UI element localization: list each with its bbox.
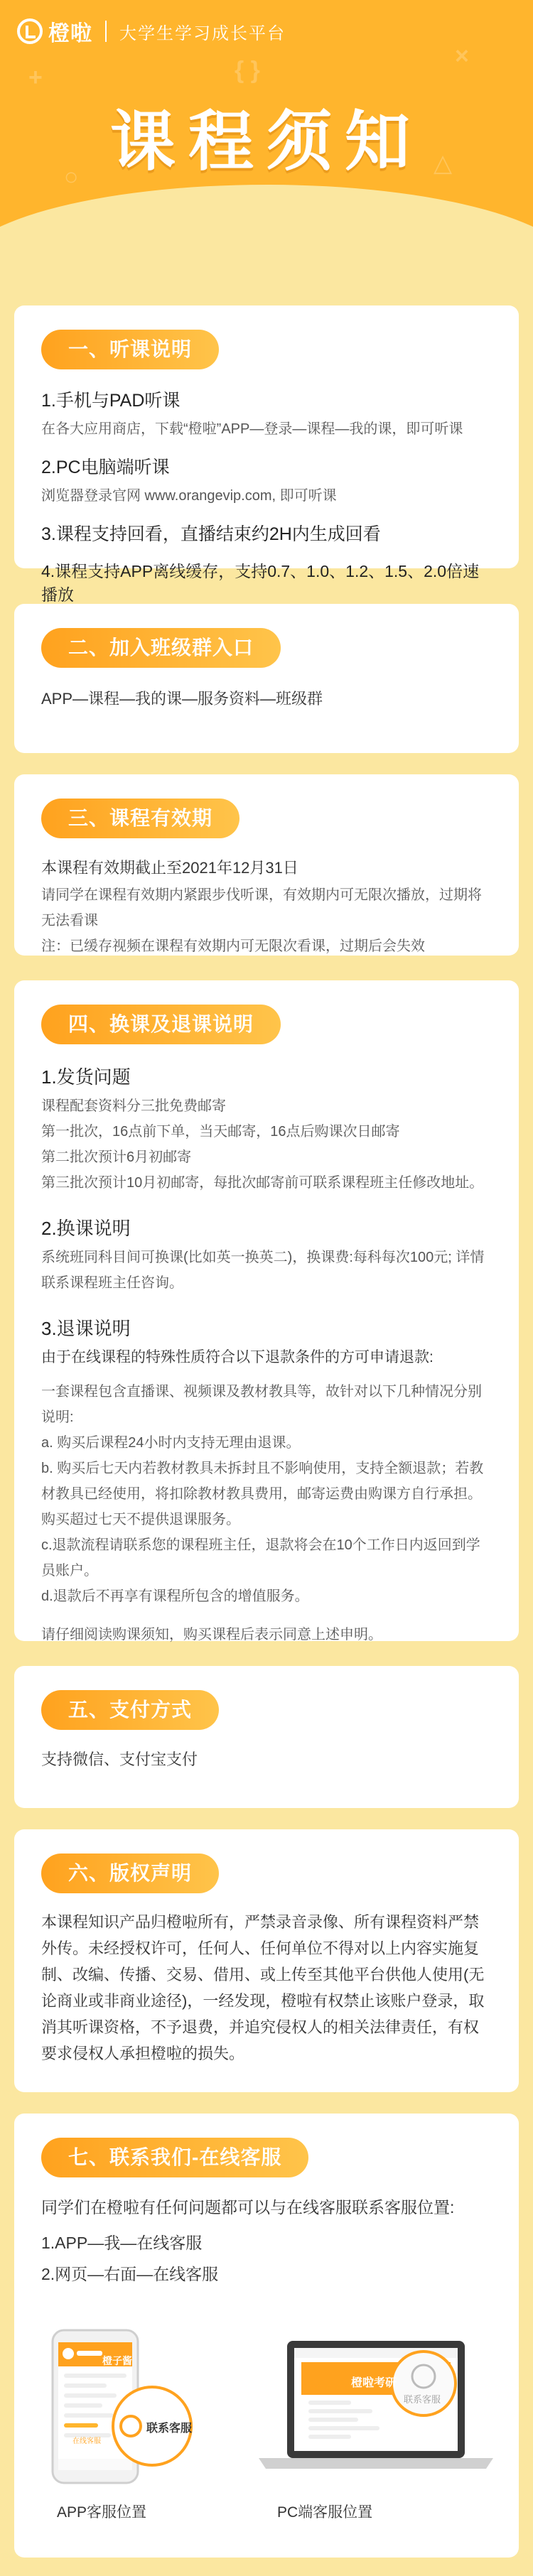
phone-user-name: 橙子酱 xyxy=(102,2355,132,2366)
refund-heading: 3.退课说明 xyxy=(41,1318,131,1339)
ship-line: 第一批次，16点前下单，当天邮寄，16点后购课次日邮寄 xyxy=(41,1124,400,1140)
refund-lead: 由于在线课程的特殊性质符合以下退款条件的方可申请退款: xyxy=(41,1349,434,1365)
swap-body: 系统班同科目间可换课(比如英一换英二)，换课费:每科每次100元; 详情联系课程班主任咨询。 xyxy=(41,1250,485,1291)
phone-menu-item: 在线客服 xyxy=(72,2437,101,2445)
section-copyright xyxy=(14,1829,519,2092)
refund-line: d.退款后不再享有课程所包含的增值服务。 xyxy=(41,1589,309,1604)
decor-triangle-icon: △ xyxy=(434,150,453,177)
page-header xyxy=(0,0,533,256)
customer-service-illustration xyxy=(45,2327,500,2526)
ship-line: 第三批次预计10月初邮寄，每批次邮寄前可联系课程班主任修改地址。 xyxy=(41,1175,484,1191)
pc-caption: PC端客服位置 xyxy=(277,2504,373,2521)
ship-line: 课程配套资料分三批免费邮寄 xyxy=(41,1098,226,1114)
section-title: 二、加入班级群入口 xyxy=(41,628,281,668)
decor-bracket-icon: { } xyxy=(235,57,260,84)
section-title: 七、联系我们-在线客服 xyxy=(41,2138,308,2177)
brand-name: 橙啦 xyxy=(48,22,92,45)
decor-plus-icon: + xyxy=(28,64,43,91)
ship-line: 第二批次预计6月初邮寄 xyxy=(41,1149,192,1165)
refund-line: a. 购买后课程24小时内支持无理由退课。 xyxy=(41,1435,301,1451)
section-refund xyxy=(14,980,519,1641)
refund-closing: 请仔细阅读购课须知，购买课程后表示同意上述申明。 xyxy=(41,1627,382,1643)
brand xyxy=(17,16,286,47)
validity-body: 请同学在课程有效期内紧跟步伐听课，有效期内可无限次播放，过期将无法看课 xyxy=(41,887,482,929)
item-body: 浏览器登录官网 www.orangevip.com, 即可听课 xyxy=(41,488,337,504)
contact-lead: 同学们在橙啦有任何问题都可以与在线客服联系客服位置: xyxy=(41,2198,455,2217)
item-body: 在各大应用商店，下载“橙啦”APP—登录—课程—我的课，即可听课 xyxy=(41,421,463,437)
section-text: APP—课程—我的课—服务资料—班级群 xyxy=(41,690,323,708)
pc-banner-text: 橙啦考研 xyxy=(351,2377,397,2389)
brand-slogan: 大学生学习成长平台 xyxy=(119,23,286,43)
refund-line: b. 购买后七天内若教材教具未拆封且不影响使用，支持全额退款；若教材教具已经使用，将扣除教材教具费用，邮寄运费由购课方自行承担。购买超过七天不提供退课服务。 xyxy=(41,1461,484,1527)
pc-badge-label: 联系客服 xyxy=(404,2394,441,2405)
devices-image xyxy=(45,2327,500,2490)
app-badge-label: 联系客服 xyxy=(146,2423,193,2435)
section-title: 五、支付方式 xyxy=(41,1690,219,1730)
section-text: 支持微信、支付宝支付 xyxy=(41,1750,198,1768)
item-heading: 1.手机与PAD听课 xyxy=(41,391,181,411)
swap-heading: 2.换课说明 xyxy=(41,1218,131,1239)
ship-heading: 1.发货问题 xyxy=(41,1066,131,1088)
section-validity xyxy=(14,774,519,956)
brand-divider xyxy=(105,21,107,42)
decor-circle-icon: ○ xyxy=(64,163,79,190)
app-caption: APP客服位置 xyxy=(57,2504,147,2521)
section-class-group xyxy=(14,604,519,753)
section-listening xyxy=(14,305,519,604)
section-payment xyxy=(14,1666,519,1808)
section-contact xyxy=(14,2114,519,2558)
refund-line: 一套课程包含直播课、视频课及教材教具等，故针对以下几种情况分别说明: xyxy=(41,1384,482,1425)
refund-line: c.退款流程请联系您的课程班主任，退款将会在10个工作日内返回到学员账户。 xyxy=(41,1537,480,1579)
section-title: 四、换课及退课说明 xyxy=(41,1005,281,1044)
section-title: 三、课程有效期 xyxy=(41,799,239,838)
page-title: 课程须知 xyxy=(109,106,423,178)
section-title: 六、版权声明 xyxy=(41,1853,219,1893)
decor-x-icon: × xyxy=(455,43,469,70)
item-heading: 2.PC电脑端听课 xyxy=(41,458,170,477)
item-heading: 4.课程支持APP离线缓存，支持0.7、1.0、1.2、1.5、2.0倍速播放 xyxy=(41,562,480,604)
contact-line: 1.APP—我—在线客服 xyxy=(41,2234,203,2252)
copyright-text: 本课程知识产品归橙啦所有，严禁录音录像、所有课程资料严禁外传。未经授权许可，任何人、任何单位不得对以上内容实施复制、改编、传播、交易、借用、或上传至其他平台供他人使用(无论商业或非商业途径)，一经发现，橙啦有权禁止该账户登录，取消其听课资格，不予退费，并追究侵权人的相关法律责任，有权要求侵权人承担橙啦的损失。 xyxy=(41,1913,485,2062)
section-title: 一、听课说明 xyxy=(41,330,219,369)
contact-line: 2.网页—右面—在线客服 xyxy=(41,2265,219,2283)
header-wave xyxy=(0,185,533,256)
validity-note: 注：已缓存视频在课程有效期内可无限次看课，过期后会失效 xyxy=(41,938,425,954)
logo-icon xyxy=(17,18,43,44)
item-heading: 3.课程支持回看，直播结束约2H内生成回看 xyxy=(41,524,381,544)
validity-lead: 本课程有效期截止至2021年12月31日 xyxy=(41,859,298,877)
